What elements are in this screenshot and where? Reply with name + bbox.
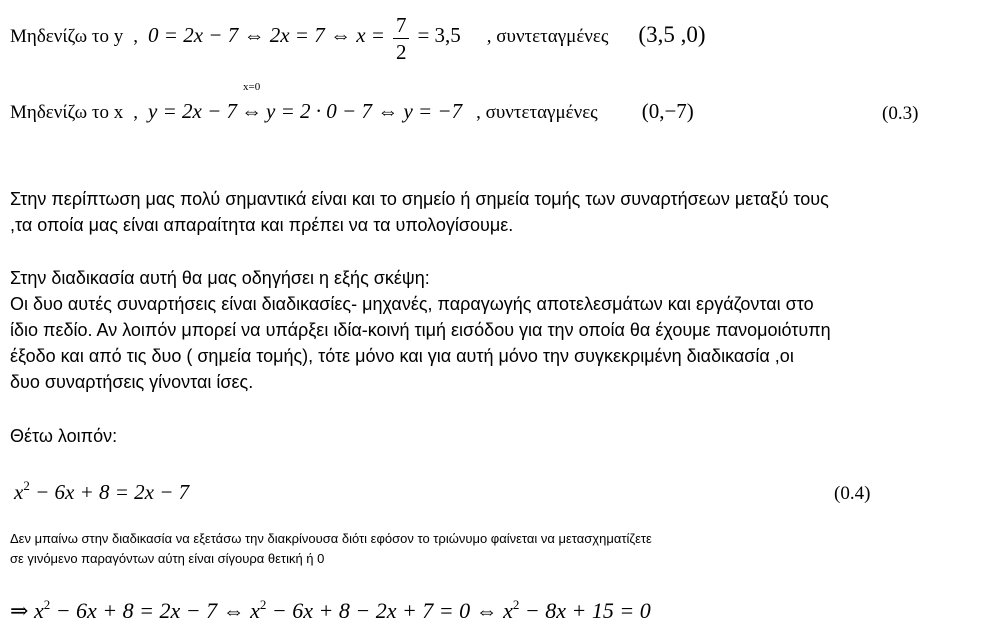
paragraph-reasoning [10, 265, 831, 395]
line1-coordinates: (3,5 ,0) [638, 22, 706, 48]
implies-arrow: ⇒ [10, 598, 29, 623]
line2-equation-a: y = 2x − 7 [148, 99, 238, 123]
note-line: σε γινόμενο παραγόντων αύτη είναι σίγουρα θετική ή 0 [10, 551, 325, 566]
eq4-variable: x [14, 480, 24, 504]
theto-label: Θέτω λοιπόν: [10, 426, 118, 446]
final-exp-1: 2 [43, 597, 51, 612]
paragraph-line: έξοδο και από τις δυο ( σημεία τομής), τότε μόνο και για αυτή μόνο την συγκεκριμένη διαδικασία ,οι [10, 346, 794, 366]
line1-sep: , [133, 26, 139, 48]
paragraph-intersection [10, 186, 829, 238]
fraction-7-over-2 [393, 12, 410, 65]
final-part-1: − 6x + 8 = 2x − 7 ⇔ [55, 598, 245, 623]
final-part-2: − 6x + 8 − 2x + 7 = 0 ⇔ [271, 598, 498, 623]
paragraph-line: Στην περίπτωση μας πολύ σημαντικά είναι και το σημείο ή σημεία τομής των συναρτήσεων μεταξύ τους [10, 189, 829, 209]
line1-coord-label: , συντεταγμένες [486, 26, 609, 48]
paragraph-line: δυο συναρτήσεις γίνονται ίσες. [10, 372, 254, 392]
paragraph-line: Στην διαδικασία αυτή θα μας οδηγήσει η εξής σκέψη: [10, 268, 430, 288]
eq4-exponent: 2 [23, 478, 30, 493]
arrow-with-substitution [241, 81, 263, 124]
line1-label: Μηδενίζω το y [10, 26, 124, 48]
equation-line-zero-y [10, 12, 705, 65]
note-line: Δεν μπαίνω στην διαδικασία να εξετάσω την διακρίνουσα διότι εφόσον το τριώνυμο φαίνεται να μετασχηματίζετε [10, 531, 652, 546]
final-exp-2: 2 [259, 597, 267, 612]
equation-number-0-3: (0.3) [882, 103, 919, 124]
final-var-1: x [33, 598, 44, 623]
paragraph-line: ίδιο πεδίο. Αν λοιπόν μπορεί να υπάρξει ιδία-κοινή τιμή εισόδου για την οποία θα έχουμε πανομοιότυπη [10, 320, 831, 340]
final-var-2: x [250, 598, 260, 623]
substitution-label: x=0 [243, 81, 261, 93]
discriminant-note [10, 529, 652, 569]
final-var-3: x [503, 598, 513, 623]
final-equation [10, 597, 651, 624]
paragraph-line: Οι δυο αυτές συναρτήσεις είναι διαδικασίες- μηχανές, παραγωγής αποτελεσμάτων και εργάζονται στο [10, 294, 814, 314]
line2-coord-label: , συντεταγμένες [476, 102, 598, 123]
paragraph-line: ,τα οποία μας είναι απαραίτητα και πρέπει να τα υπολογίσουμε. [10, 215, 514, 235]
line2-label: Μηδενίζω το x [10, 102, 124, 123]
line1-equation: 0 = 2x − 7 ⇔ 2x = 7 ⇔ x = [148, 23, 385, 48]
line2-equation-b: y = 2 · 0 − 7 ⇔ y = −7 [266, 99, 463, 123]
eq4-rest: − 6x + 8 = 2x − 7 [35, 480, 190, 504]
line2-coordinates: (0,−7) [641, 99, 694, 123]
fraction-denominator: 2 [395, 40, 407, 64]
fraction-numerator: 7 [393, 12, 410, 39]
final-part-3: − 8x + 15 = 0 [524, 598, 651, 623]
equation-number-0-4: (0.4) [834, 483, 871, 504]
equivalence-arrow: ⇔ [241, 99, 263, 123]
equation-0-4 [14, 478, 189, 505]
final-exp-3: 2 [512, 597, 520, 612]
equation-line-zero-x [10, 81, 694, 124]
line2-sep: , [133, 102, 139, 123]
line1-result: = 3,5 [417, 23, 461, 48]
